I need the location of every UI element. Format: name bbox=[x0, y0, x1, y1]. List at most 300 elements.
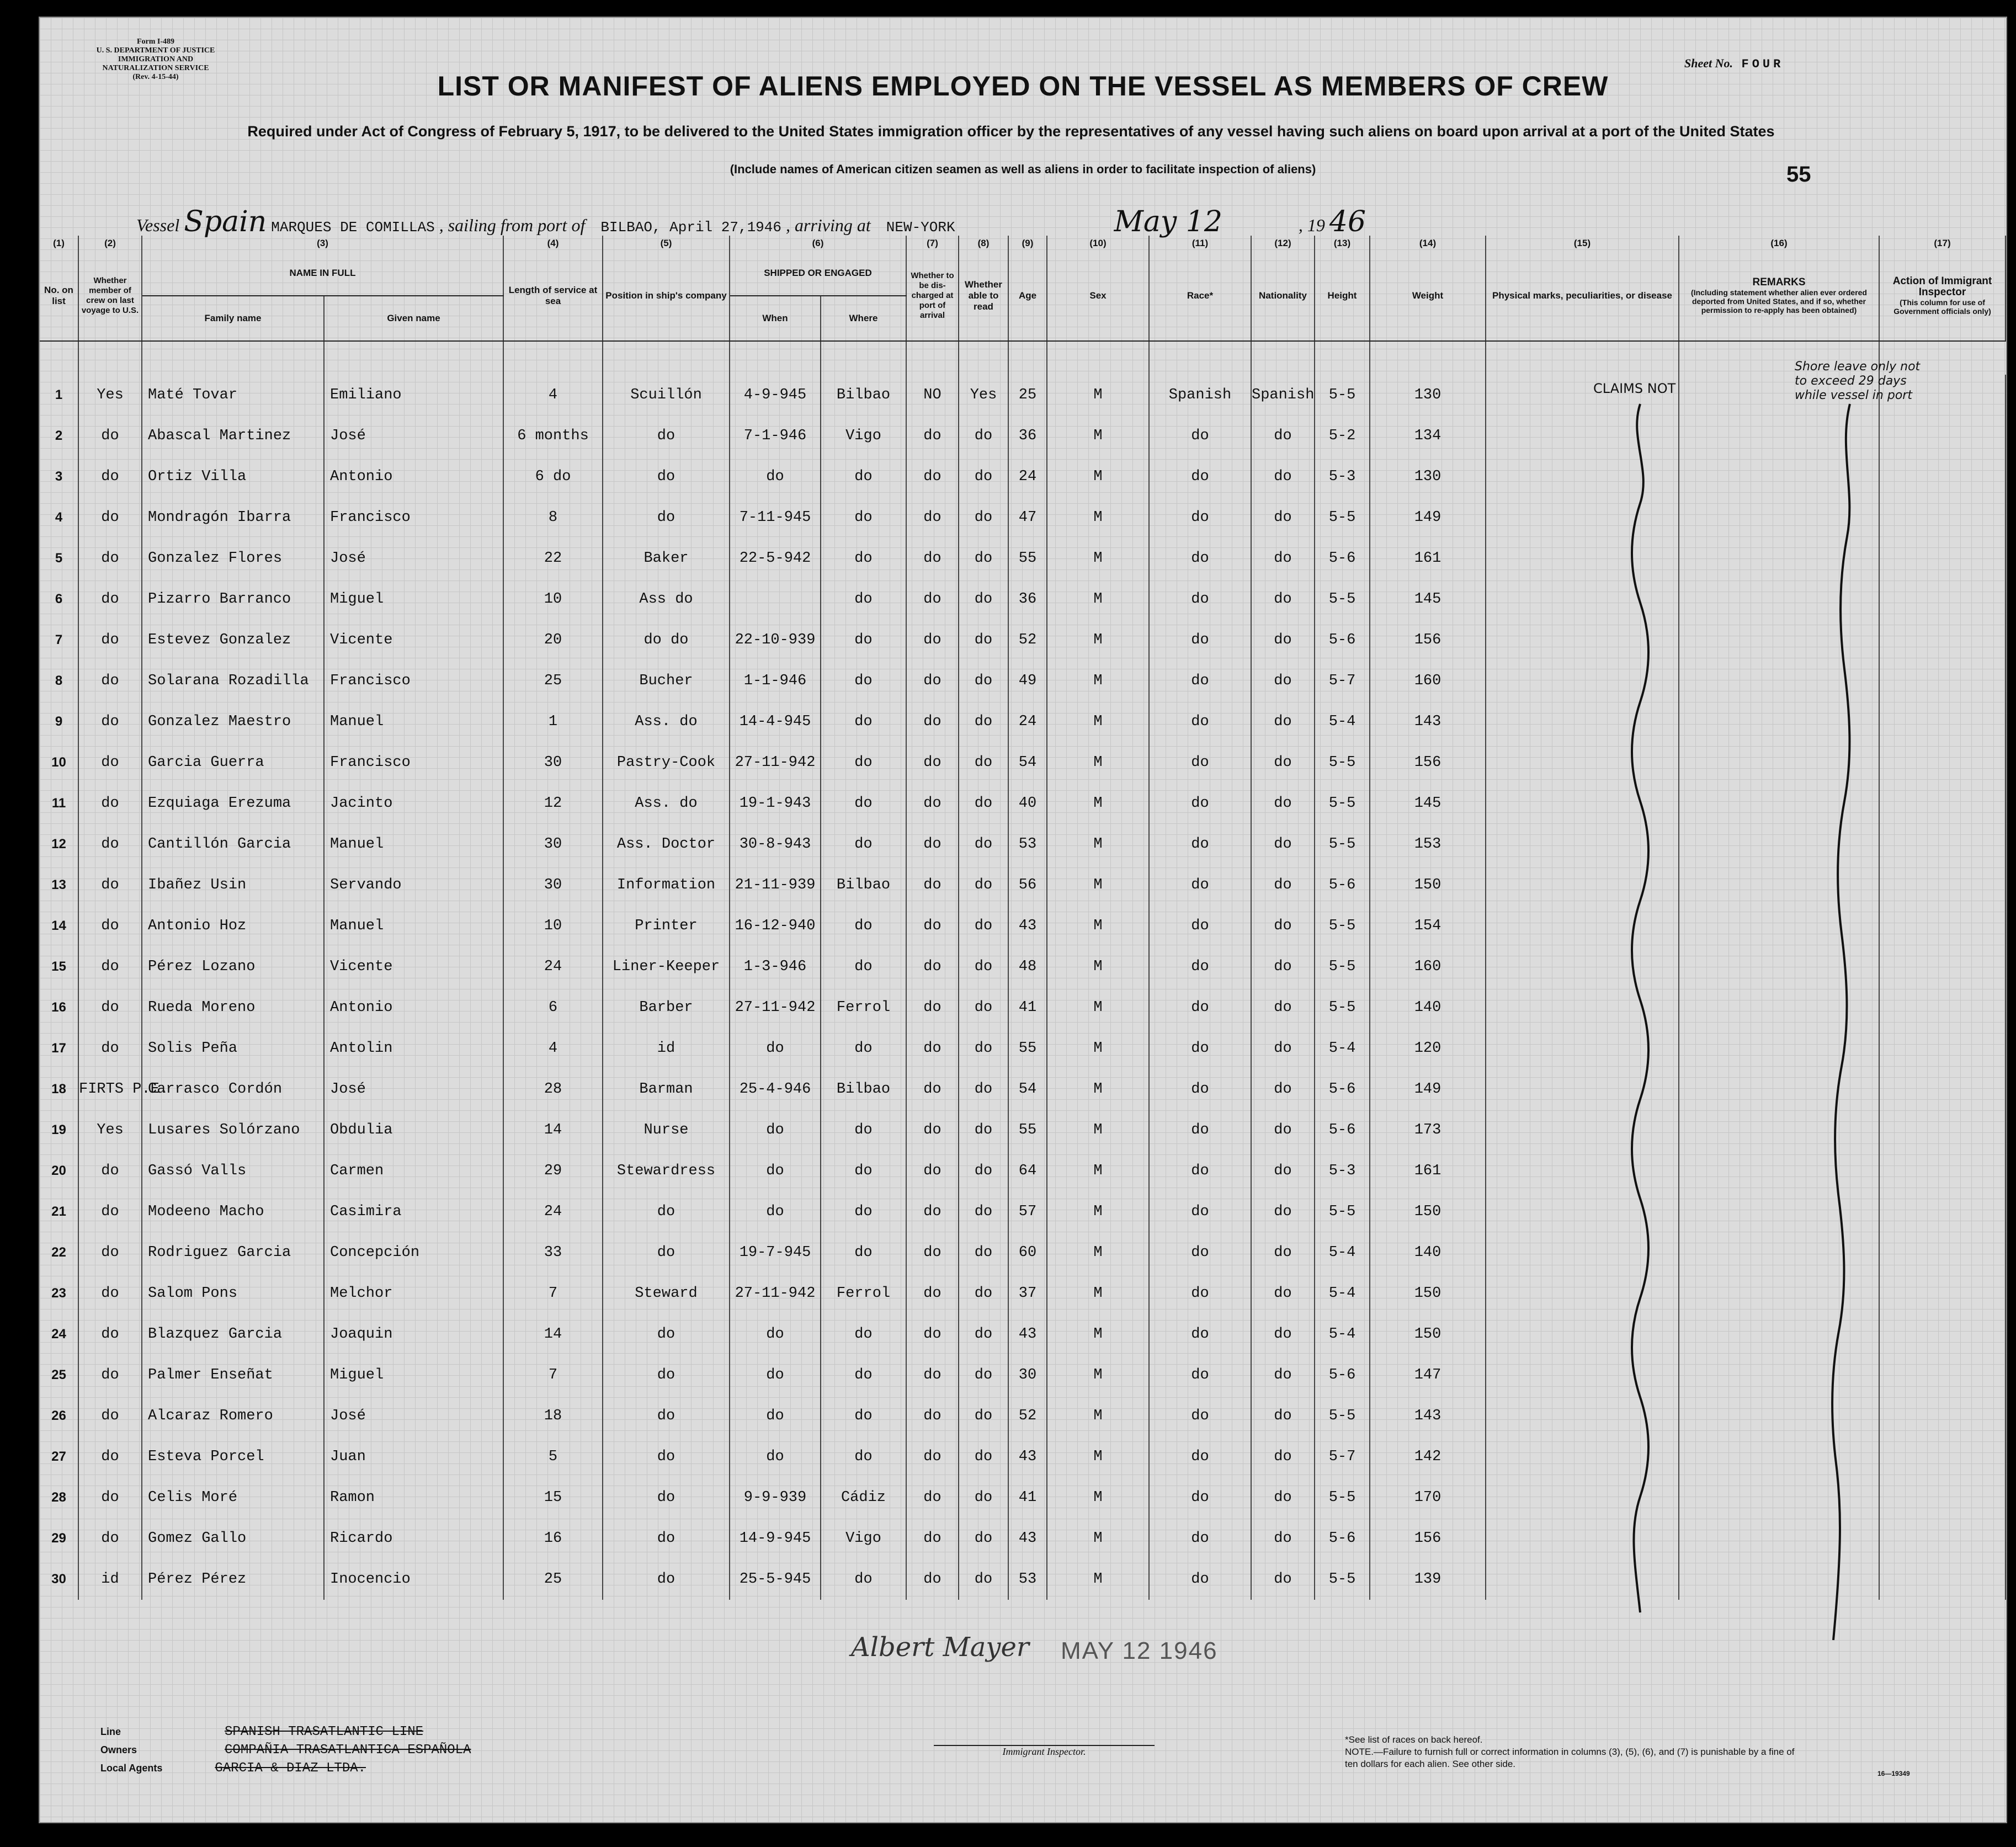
weight: 140 bbox=[1370, 1232, 1486, 1273]
weight: 142 bbox=[1370, 1436, 1486, 1477]
height: 5-5 bbox=[1315, 824, 1370, 865]
member-last-voyage: do bbox=[78, 620, 142, 661]
col-sex: Sex bbox=[1047, 251, 1149, 341]
shipped-when: 22-10-939 bbox=[730, 620, 821, 661]
length-of-service: 12 bbox=[503, 783, 603, 824]
shipped-when: 9-9-939 bbox=[730, 1477, 821, 1518]
shipped-where: do bbox=[821, 906, 906, 946]
nationality: do bbox=[1251, 1232, 1315, 1273]
table-row bbox=[40, 538, 2006, 579]
length-of-service: 6 do bbox=[503, 456, 603, 497]
family-name: Solis Peña bbox=[142, 1028, 324, 1069]
age: 54 bbox=[1008, 742, 1047, 783]
sex: M bbox=[1047, 1314, 1149, 1355]
able-to-read: do bbox=[959, 1069, 1008, 1110]
length-of-service: 10 bbox=[503, 579, 603, 620]
height: 5-5 bbox=[1315, 497, 1370, 538]
nationality: do bbox=[1251, 1191, 1315, 1232]
height: 5-4 bbox=[1315, 1232, 1370, 1273]
table-row bbox=[40, 1069, 2006, 1110]
family-name: Gassó Valls bbox=[142, 1151, 324, 1191]
given-name: Vicente bbox=[324, 620, 503, 661]
weight: 160 bbox=[1370, 661, 1486, 701]
family-name: Maté Tovar bbox=[142, 375, 324, 416]
nationality: do bbox=[1251, 1273, 1315, 1314]
spacer-row bbox=[40, 341, 2006, 375]
shipped-when: 1-3-946 bbox=[730, 946, 821, 987]
to-be-discharged: do bbox=[906, 1232, 959, 1273]
weight: 161 bbox=[1370, 1151, 1486, 1191]
height: 5-6 bbox=[1315, 865, 1370, 906]
to-be-discharged: do bbox=[906, 661, 959, 701]
shipped-where: do bbox=[821, 579, 906, 620]
member-last-voyage: do bbox=[78, 783, 142, 824]
row-number: 2 bbox=[40, 416, 78, 456]
member-last-voyage: do bbox=[78, 1151, 142, 1191]
inspector-action bbox=[1879, 1191, 2006, 1232]
shipped-where: Cádiz bbox=[821, 1477, 906, 1518]
position: Barber bbox=[603, 987, 730, 1028]
remarks-note: (Including statement whether alien ever ordered deported from United States, and if so, whether permission to re-apply has been obtained) bbox=[1691, 288, 1867, 315]
col-action-inspector bbox=[1879, 251, 2006, 341]
able-to-read: do bbox=[959, 1355, 1008, 1396]
weight: 145 bbox=[1370, 783, 1486, 824]
race: do bbox=[1149, 1151, 1251, 1191]
inspector-action bbox=[1879, 1232, 2006, 1273]
shipped-where: do bbox=[821, 946, 906, 987]
table-row bbox=[40, 1355, 2006, 1396]
to-be-discharged: do bbox=[906, 783, 959, 824]
row-number: 24 bbox=[40, 1314, 78, 1355]
to-be-discharged: do bbox=[906, 538, 959, 579]
inspector-action bbox=[1879, 701, 2006, 742]
inspector-action bbox=[1879, 783, 2006, 824]
to-be-discharged: NO bbox=[906, 375, 959, 416]
owners-value: COMPAÑIA TRASATLANTICA ESPAÑOLA bbox=[225, 1743, 471, 1758]
table-row bbox=[40, 579, 2006, 620]
position: Stewardress bbox=[603, 1151, 730, 1191]
position: do bbox=[603, 1314, 730, 1355]
age: 24 bbox=[1008, 456, 1047, 497]
given-name: Servando bbox=[324, 865, 503, 906]
race: do bbox=[1149, 946, 1251, 987]
shipped-when: do bbox=[730, 1110, 821, 1151]
table-row bbox=[40, 416, 2006, 456]
age: 24 bbox=[1008, 701, 1047, 742]
nationality: do bbox=[1251, 906, 1315, 946]
able-to-read: do bbox=[959, 661, 1008, 701]
shipped-where: do bbox=[821, 742, 906, 783]
page-subnote: (Include names of American citizen seamen as well as aliens in order to facilitate inspection of aliens) bbox=[730, 162, 1316, 176]
sex: M bbox=[1047, 946, 1149, 987]
length-of-service: 25 bbox=[503, 661, 603, 701]
member-last-voyage: do bbox=[78, 579, 142, 620]
position: do bbox=[603, 1355, 730, 1396]
position: Scuillón bbox=[603, 375, 730, 416]
to-be-discharged: do bbox=[906, 1151, 959, 1191]
vessel-label: Vessel bbox=[136, 215, 180, 235]
race: do bbox=[1149, 906, 1251, 946]
colnum: (12) bbox=[1251, 236, 1315, 251]
shipped-where: Ferrol bbox=[821, 1273, 906, 1314]
weight: 120 bbox=[1370, 1028, 1486, 1069]
inspector-action bbox=[1879, 538, 2006, 579]
given-name: Concepción bbox=[324, 1232, 503, 1273]
col-weight: Weight bbox=[1370, 251, 1486, 341]
member-last-voyage: Yes bbox=[78, 375, 142, 416]
colnum: (14) bbox=[1370, 236, 1486, 251]
age: 55 bbox=[1008, 1110, 1047, 1151]
row-number: 29 bbox=[40, 1518, 78, 1559]
row-number: 11 bbox=[40, 783, 78, 824]
arriving-at: NEW-YORK bbox=[886, 219, 955, 236]
able-to-read: do bbox=[959, 579, 1008, 620]
race: do bbox=[1149, 1273, 1251, 1314]
to-be-discharged: do bbox=[906, 1518, 959, 1559]
shipped-where: do bbox=[821, 1151, 906, 1191]
race: do bbox=[1149, 824, 1251, 865]
shipped-when: 19-7-945 bbox=[730, 1232, 821, 1273]
table-row bbox=[40, 661, 2006, 701]
length-of-service: 28 bbox=[503, 1069, 603, 1110]
height: 5-6 bbox=[1315, 1355, 1370, 1396]
shipped-where: do bbox=[821, 1436, 906, 1477]
sex: M bbox=[1047, 416, 1149, 456]
shipped-when: 7-1-946 bbox=[730, 416, 821, 456]
height: 5-3 bbox=[1315, 1151, 1370, 1191]
family-name: Carrasco Cordón bbox=[142, 1069, 324, 1110]
row-number: 9 bbox=[40, 701, 78, 742]
table-row bbox=[40, 1518, 2006, 1559]
form-number: Form I-489 bbox=[136, 38, 175, 46]
given-name: Obdulia bbox=[324, 1110, 503, 1151]
col-length-service: Length of service at sea bbox=[503, 251, 603, 341]
age: 36 bbox=[1008, 579, 1047, 620]
shipped-where: do bbox=[821, 620, 906, 661]
shipped-where: do bbox=[821, 1232, 906, 1273]
page-subtitle: Required under Act of Congress of February 5, 1917, to be delivered to the United States immigration officer by the representatives of any vessel having such aliens on board upon arrival at a port of the United States bbox=[247, 123, 1775, 140]
length-of-service: 5 bbox=[503, 1436, 603, 1477]
row-number: 17 bbox=[40, 1028, 78, 1069]
colnum: (13) bbox=[1315, 236, 1370, 251]
position: Ass. Doctor bbox=[603, 824, 730, 865]
age: 43 bbox=[1008, 1436, 1047, 1477]
shipped-when: 21-11-939 bbox=[730, 865, 821, 906]
weight: 149 bbox=[1370, 1069, 1486, 1110]
to-be-discharged: do bbox=[906, 1110, 959, 1151]
sex: M bbox=[1047, 456, 1149, 497]
given-name: Ricardo bbox=[324, 1518, 503, 1559]
height: 5-3 bbox=[1315, 456, 1370, 497]
given-name: Casimira bbox=[324, 1191, 503, 1232]
col-physical-marks: Physical marks, peculiarities, or disease bbox=[1486, 251, 1679, 341]
inspector-action bbox=[1879, 1396, 2006, 1436]
agents-value: GARCIA & DIAZ LTDA. bbox=[215, 1761, 366, 1776]
able-to-read: do bbox=[959, 497, 1008, 538]
to-be-discharged: do bbox=[906, 1273, 959, 1314]
sex: M bbox=[1047, 620, 1149, 661]
age: 55 bbox=[1008, 1028, 1047, 1069]
member-last-voyage: do bbox=[78, 1477, 142, 1518]
member-last-voyage: do bbox=[78, 701, 142, 742]
race: do bbox=[1149, 1191, 1251, 1232]
age: 36 bbox=[1008, 416, 1047, 456]
able-to-read: do bbox=[959, 946, 1008, 987]
member-last-voyage: do bbox=[78, 742, 142, 783]
sex: M bbox=[1047, 701, 1149, 742]
col-age: Age bbox=[1008, 251, 1047, 341]
member-last-voyage: do bbox=[78, 538, 142, 579]
nationality: do bbox=[1251, 946, 1315, 987]
sex: M bbox=[1047, 865, 1149, 906]
family-name: Rodriguez Garcia bbox=[142, 1232, 324, 1273]
row-number: 16 bbox=[40, 987, 78, 1028]
race: do bbox=[1149, 701, 1251, 742]
sailing-label: , sailing from port of bbox=[439, 215, 586, 235]
shipped-where: Ferrol bbox=[821, 987, 906, 1028]
shipped-when: 19-1-943 bbox=[730, 783, 821, 824]
to-be-discharged: do bbox=[906, 1436, 959, 1477]
member-last-voyage: Yes bbox=[78, 1110, 142, 1151]
given-name: Miguel bbox=[324, 1355, 503, 1396]
given-name: Inocencio bbox=[324, 1559, 503, 1600]
to-be-discharged: do bbox=[906, 1477, 959, 1518]
table-row bbox=[40, 783, 2006, 824]
position: do bbox=[603, 1477, 730, 1518]
shipped-when: do bbox=[730, 1314, 821, 1355]
table-row bbox=[40, 1028, 2006, 1069]
table-row bbox=[40, 1273, 2006, 1314]
height: 5-7 bbox=[1315, 1436, 1370, 1477]
col-member-last-voyage: Whether member of crew on last voyage to U.S. bbox=[78, 251, 142, 341]
weight: 140 bbox=[1370, 987, 1486, 1028]
able-to-read: do bbox=[959, 987, 1008, 1028]
position: Ass. do bbox=[603, 701, 730, 742]
family-name: Alcaraz Romero bbox=[142, 1396, 324, 1436]
nationality: do bbox=[1251, 824, 1315, 865]
shipped-when: 1-1-946 bbox=[730, 661, 821, 701]
table-row bbox=[40, 456, 2006, 497]
family-name: Garcia Guerra bbox=[142, 742, 324, 783]
shipped-when: 25-4-946 bbox=[730, 1069, 821, 1110]
age: 47 bbox=[1008, 497, 1047, 538]
age: 43 bbox=[1008, 1314, 1047, 1355]
colnum: (10) bbox=[1047, 236, 1149, 251]
able-to-read: do bbox=[959, 1273, 1008, 1314]
shipped-when: 25-5-945 bbox=[730, 1559, 821, 1600]
race: do bbox=[1149, 1232, 1251, 1273]
sex: M bbox=[1047, 1355, 1149, 1396]
shipped-when: 30-8-943 bbox=[730, 824, 821, 865]
colnum: (3) bbox=[142, 236, 503, 251]
shipped-where: do bbox=[821, 824, 906, 865]
page-number: 55 bbox=[1786, 162, 1811, 187]
inspector-action bbox=[1879, 661, 2006, 701]
to-be-discharged: do bbox=[906, 946, 959, 987]
age: 57 bbox=[1008, 1191, 1047, 1232]
family-name: Pérez Lozano bbox=[142, 946, 324, 987]
sex: M bbox=[1047, 1069, 1149, 1110]
weight: 130 bbox=[1370, 456, 1486, 497]
position: do do bbox=[603, 620, 730, 661]
shipped-where: do bbox=[821, 1355, 906, 1396]
family-name: Rueda Moreno bbox=[142, 987, 324, 1028]
colnum: (16) bbox=[1679, 236, 1879, 251]
shipped-where: do bbox=[821, 1559, 906, 1600]
weight: 156 bbox=[1370, 1518, 1486, 1559]
table-row bbox=[40, 1151, 2006, 1191]
member-last-voyage: do bbox=[78, 1314, 142, 1355]
table-row bbox=[40, 1314, 2006, 1355]
to-be-discharged: do bbox=[906, 1028, 959, 1069]
col-name-in-full: NAME IN FULL bbox=[142, 251, 503, 296]
family-name: Antonio Hoz bbox=[142, 906, 324, 946]
weight: 154 bbox=[1370, 906, 1486, 946]
race: do bbox=[1149, 620, 1251, 661]
shipped-where: do bbox=[821, 1028, 906, 1069]
page-title: LIST OR MANIFEST OF ALIENS EMPLOYED ON THE VESSEL AS MEMBERS OF CREW bbox=[437, 71, 1609, 102]
age: 53 bbox=[1008, 824, 1047, 865]
family-name: Gonzalez Flores bbox=[142, 538, 324, 579]
able-to-read: do bbox=[959, 538, 1008, 579]
length-of-service: 6 bbox=[503, 987, 603, 1028]
inspector-action bbox=[1879, 456, 2006, 497]
position: Printer bbox=[603, 906, 730, 946]
weight: 143 bbox=[1370, 701, 1486, 742]
nationality: do bbox=[1251, 1069, 1315, 1110]
weight: 145 bbox=[1370, 579, 1486, 620]
position: id bbox=[603, 1028, 730, 1069]
col-family-name: Family name bbox=[142, 296, 324, 341]
colnum: (5) bbox=[603, 236, 730, 251]
able-to-read: Yes bbox=[959, 375, 1008, 416]
vessel-handwritten: Spain bbox=[184, 205, 267, 238]
height: 5-5 bbox=[1315, 1191, 1370, 1232]
length-of-service: 8 bbox=[503, 497, 603, 538]
row-number: 21 bbox=[40, 1191, 78, 1232]
member-last-voyage: do bbox=[78, 1518, 142, 1559]
height: 5-5 bbox=[1315, 946, 1370, 987]
nationality: do bbox=[1251, 1477, 1315, 1518]
to-be-discharged: do bbox=[906, 865, 959, 906]
shipped-when: 16-12-940 bbox=[730, 906, 821, 946]
length-of-service: 33 bbox=[503, 1232, 603, 1273]
to-be-discharged: do bbox=[906, 416, 959, 456]
weight: 161 bbox=[1370, 538, 1486, 579]
weight: 134 bbox=[1370, 416, 1486, 456]
line-label: Line bbox=[100, 1726, 121, 1737]
table-row bbox=[40, 865, 2006, 906]
inspector-action bbox=[1879, 987, 2006, 1028]
row-number: 6 bbox=[40, 579, 78, 620]
colnum: (2) bbox=[78, 236, 142, 251]
race: do bbox=[1149, 497, 1251, 538]
nationality: do bbox=[1251, 1559, 1315, 1600]
position: Pastry-Cook bbox=[603, 742, 730, 783]
shipped-when: 14-4-945 bbox=[730, 701, 821, 742]
race: do bbox=[1149, 1518, 1251, 1559]
sex: M bbox=[1047, 1559, 1149, 1600]
height: 5-5 bbox=[1315, 906, 1370, 946]
row-number: 3 bbox=[40, 456, 78, 497]
weight: 170 bbox=[1370, 1477, 1486, 1518]
colnum: (7) bbox=[906, 236, 959, 251]
shipped-where: Bilbao bbox=[821, 865, 906, 906]
shipped-when: do bbox=[730, 1436, 821, 1477]
nationality: do bbox=[1251, 1314, 1315, 1355]
shipped-where: do bbox=[821, 456, 906, 497]
table-row bbox=[40, 1110, 2006, 1151]
row-number: 18 bbox=[40, 1069, 78, 1110]
column-number-row bbox=[40, 236, 2006, 251]
race: do bbox=[1149, 742, 1251, 783]
given-name: José bbox=[324, 538, 503, 579]
agents-label: Local Agents bbox=[100, 1763, 163, 1774]
vessel-name: MARQUES DE COMILLAS bbox=[271, 219, 435, 236]
nationality: do bbox=[1251, 1028, 1315, 1069]
col-given-name: Given name bbox=[324, 296, 503, 341]
inspector-action bbox=[1879, 946, 2006, 987]
race: do bbox=[1149, 1028, 1251, 1069]
nationality: do bbox=[1251, 538, 1315, 579]
family-name: Ibañez Usin bbox=[142, 865, 324, 906]
col-height: Height bbox=[1315, 251, 1370, 341]
given-name: José bbox=[324, 1396, 503, 1436]
shipped-when bbox=[730, 579, 821, 620]
given-name: Miguel bbox=[324, 579, 503, 620]
row-number: 26 bbox=[40, 1396, 78, 1436]
given-name: Francisco bbox=[324, 742, 503, 783]
inspector-action bbox=[1879, 865, 2006, 906]
height: 5-5 bbox=[1315, 1559, 1370, 1600]
sex: M bbox=[1047, 497, 1149, 538]
shipped-when: 27-11-942 bbox=[730, 987, 821, 1028]
length-of-service: 4 bbox=[503, 375, 603, 416]
given-name: Manuel bbox=[324, 701, 503, 742]
shipped-when: 4-9-945 bbox=[730, 375, 821, 416]
sex: M bbox=[1047, 1477, 1149, 1518]
family-name: Pizarro Barranco bbox=[142, 579, 324, 620]
inspector-action bbox=[1879, 1477, 2006, 1518]
col-nationality: Nationality bbox=[1251, 251, 1315, 341]
to-be-discharged: do bbox=[906, 1191, 959, 1232]
col-able-to-read: Whether able to read bbox=[959, 251, 1008, 341]
shipped-where: do bbox=[821, 497, 906, 538]
member-last-voyage: do bbox=[78, 661, 142, 701]
row-number: 19 bbox=[40, 1110, 78, 1151]
footer-notes bbox=[1345, 1734, 1797, 1770]
row-number: 14 bbox=[40, 906, 78, 946]
length-of-service: 14 bbox=[503, 1110, 603, 1151]
colnum: (4) bbox=[503, 236, 603, 251]
able-to-read: do bbox=[959, 742, 1008, 783]
table-row bbox=[40, 906, 2006, 946]
able-to-read: do bbox=[959, 1028, 1008, 1069]
race: do bbox=[1149, 1396, 1251, 1436]
action-note: (This column for use of Government officials only) bbox=[1893, 298, 1991, 316]
height: 5-5 bbox=[1315, 742, 1370, 783]
able-to-read: do bbox=[959, 1191, 1008, 1232]
age: 53 bbox=[1008, 1559, 1047, 1600]
position: Liner-Keeper bbox=[603, 946, 730, 987]
able-to-read: do bbox=[959, 1110, 1008, 1151]
action-title: Action of Immigrant Inspector bbox=[1892, 275, 1992, 298]
sailing-from: BILBAO, April 27,1946 bbox=[600, 219, 781, 236]
member-last-voyage: do bbox=[78, 1028, 142, 1069]
position: Ass do bbox=[603, 579, 730, 620]
to-be-discharged: do bbox=[906, 620, 959, 661]
inspector-action bbox=[1879, 742, 2006, 783]
